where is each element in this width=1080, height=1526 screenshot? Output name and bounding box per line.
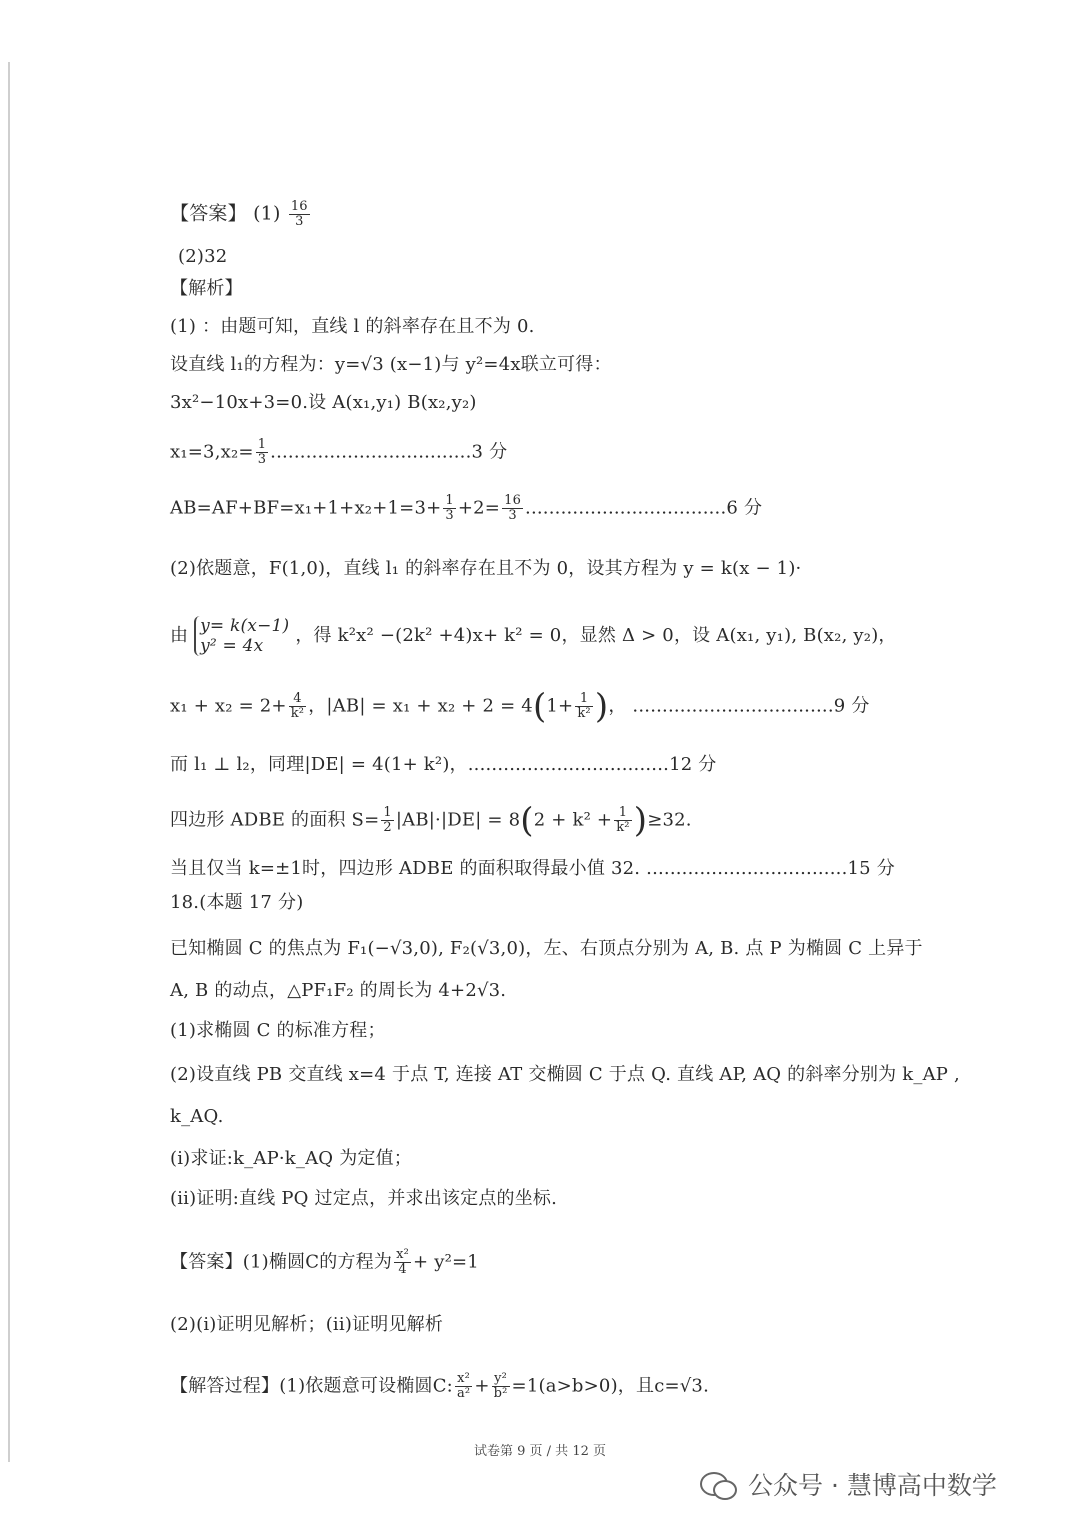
solution-2-line-5: 四边形 ADBE 的面积 S= $\frac{1}{2}$ |AB|·|DE| = 8(2 + k² + $\frac{1}{\text{k²}}$ )≥32.	[170, 800, 692, 841]
question-18-line-2: A, B 的动点，△PF₁F₂ 的周长为 4+2√3.	[170, 980, 507, 1001]
answer-18-line-2: (2)(i)证明见解析；(ii)证明见解析	[170, 1314, 444, 1335]
answer-18-line-3: 【解答过程】(1)依题意可设椭圆C: $\frac{\text{x²}}{\text{a²}}$ + $\frac{\text{y²}}{\text{b²}}$ =1(a>b>0)，且c=√3.	[170, 1371, 710, 1401]
answer-2-line: (2)32	[178, 246, 228, 267]
watermark	[700, 1462, 997, 1506]
solution-1-line-1: (1) ：由题可知，直线 l 的斜率存在且不为 0.	[170, 316, 535, 337]
solution-2-line-3: x₁ + x₂ = 2+ $\frac{4}{\text{k²}}$ ，|AB| = x₁ + x₂ + 2 = 4(1+ $\frac{1}{\text{k²}}$ )， ..................................9 分	[170, 686, 870, 727]
question-18-line-5: k_AQ.	[170, 1106, 224, 1127]
page-edge-shadow	[8, 62, 10, 1462]
solution-1-line-4: x₁=3,x₂= $\frac{1}{3}$ ..................................3 分	[170, 437, 508, 467]
answer-18-line-1: 【答案】(1)椭圆C的方程为 $\frac{\text{x²}}{4}$ + y²=1	[170, 1247, 479, 1277]
question-18-line-1: 已知椭圆 C 的焦点为 F₁(−√3,0), F₂(√3,0)，左、右顶点分别为 A, B. 点 P 为椭圆 C 上异于	[170, 938, 923, 959]
question-18-line-7: (ii)证明:直线 PQ 过定点，并求出该定点的坐标.	[170, 1188, 558, 1209]
solution-2-line-1: (2)依题意，F(1,0)，直线 l₁ 的斜率存在且不为 0，设其方程为 y = k(x − 1)·	[170, 558, 802, 579]
solution-2-line-6: 当且仅当 k=±1时，四边形 ADBE 的面积取得最小值 32. ..................................15 分	[170, 858, 895, 879]
question-18-line-3: (1)求椭圆 C 的标准方程；	[170, 1020, 386, 1041]
watermark-text: 公众号 · 慧博高中数学	[748, 1471, 997, 1500]
solution-1-line-2: 设直线 l₁的方程为：y=√3 (x−1)与 y²=4x联立可得：	[170, 354, 612, 375]
answer-1-line: 【答案】 (1) $\frac{16}{3}$	[170, 199, 308, 229]
question-18-line-6: (i)求证:k_AP·k_AQ 为定值；	[170, 1148, 412, 1169]
solution-2-line-2: 由 y= k(x−1) y² = 4x ，得 k²x² −(2k² +4)x+ k² = 0，显然 Δ > 0，设 A(x₁, y₁), B(x₂, y₂)，	[170, 616, 897, 656]
solution-1-line-5: AB=AF+BF=x₁+1+x₂+1=3+ $\frac{1}{3}$ +2= $\frac{16}{3}$ ..................................6 分	[170, 493, 763, 523]
wechat-icon	[700, 1468, 738, 1500]
question-18-title: 18.(本题 17 分)	[170, 892, 304, 913]
solution-2-line-4: 而 l₁ ⊥ l₂，同理|DE| = 4(1+ k²)，..................................12 分	[170, 754, 717, 775]
fraction-16-3: $\frac{16}{3}$	[290, 199, 308, 229]
answer-label: 【答案】	[170, 202, 247, 225]
analysis-label: 【解析】	[170, 278, 243, 299]
question-18-line-4: (2)设直线 PB 交直线 x=4 于点 T, 连接 AT 交椭圆 C 于点 Q. 直线 AP, AQ 的斜率分别为 k_AP ,	[170, 1064, 960, 1085]
equation-system: y= k(x−1) y² = 4x	[194, 616, 289, 656]
solution-1-line-3: 3x²−10x+3=0.设 A(x₁,y₁) B(x₂,y₂)	[170, 392, 477, 413]
page-footer: 试卷第 9 页 / 共 12 页	[474, 1444, 606, 1459]
